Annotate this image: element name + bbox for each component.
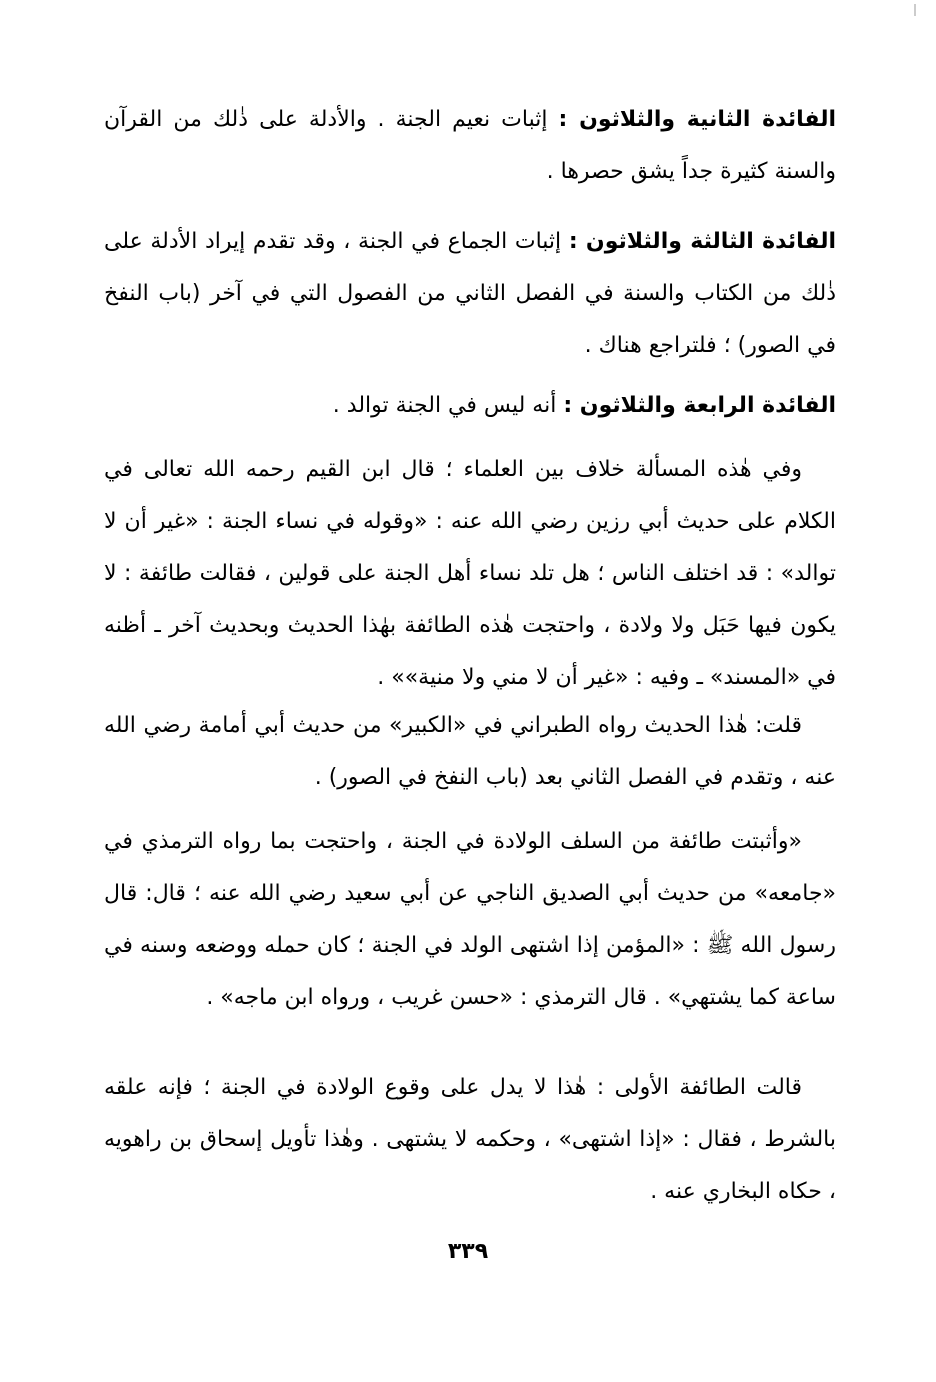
paragraph-second-group — [104, 816, 836, 1024]
paragraph-first-group-reply — [104, 1062, 836, 1218]
paragraph-body: إثبات نعيم الجنة . والأدلة على ذٰلك من القرآن والسنة كثيرة جداً يشق حصرها . — [104, 107, 836, 184]
paragraph-benefit-33 — [104, 216, 836, 372]
paragraph-body: إثبات الجماع في الجنة ، وقد تقدم إيراد الأدلة على ذٰلك من الكتاب والسنة في الفصل الثاني من الفصول التي في آخر (باب النفخ في الصور) ؛ فلتراجع هناك . — [104, 229, 836, 358]
paragraph-scholars-disagreement — [104, 444, 836, 704]
paragraph-benefit-34 — [104, 380, 836, 432]
paragraph-body: قالت الطائفة الأولى : هٰذا لا يدل على وقوع الولادة في الجنة ؛ فإنه علقه بالشرط ، فقال : «إذا اشتهى» ، وحكمه لا يشتهى . وهٰذا تأويل إسحاق بن راهويه ، حكاه البخاري عنه . — [104, 1075, 836, 1204]
paragraph-body: وفي هٰذه المسألة خلاف بين العلماء ؛ قال ابن القيم رحمه الله تعالى في الكلام على حديث أبي رزين رضي الله عنه : «وقوله في نساء الجنة : «غير أن لا توالد» : قد اختلف الناس ؛ هل تلد نساء أهل الجنة على قولين ، فقالت طائفة : لا يكون فيها حَبَل ولا ولادة ، واحتجت هٰذه الطائفة بهٰذا الحديث وبحديث آخر ـ أظنه في «المسند» ـ وفيه : «غير أن لا مني ولا منية»» . — [104, 457, 836, 690]
paragraph-body: قلت: هٰذا الحديث رواه الطبراني في «الكبير» من حديث أبي أمامة رضي الله عنه ، وتقدم في الفصل الثاني بعد (باب النفخ في الصور) . — [104, 713, 836, 790]
scan-mark — [914, 4, 916, 16]
paragraph-body: «وأثبتت طائفة من السلف الولادة في الجنة ، واحتجت بما رواه الترمذي في «جامعه» من حديث أبي الصديق الناجي عن أبي سعيد رضي الله عنه ؛ قال: قال رسول الله ﷺ : «المؤمن إذا اشتهى الولد في الجنة ؛ كان حمله ووضعه وسنه في ساعة كما يشتهي» . قال الترمذي : «حسن غريب ، ورواه ابن ماجه» . — [104, 829, 836, 1010]
paragraph-author-note — [104, 700, 836, 804]
paragraph-heading: الفائدة الثالثة والثلاثون : — [568, 229, 837, 254]
paragraph-body: أنه ليس في الجنة توالد . — [332, 393, 557, 418]
paragraph-benefit-32 — [104, 94, 836, 198]
page-number: ٣٣٩ — [447, 1239, 489, 1264]
paragraph-heading: الفائدة الرابعة والثلاثون : — [563, 393, 836, 418]
paragraph-heading: الفائدة الثانية والثلاثون : — [558, 107, 836, 132]
